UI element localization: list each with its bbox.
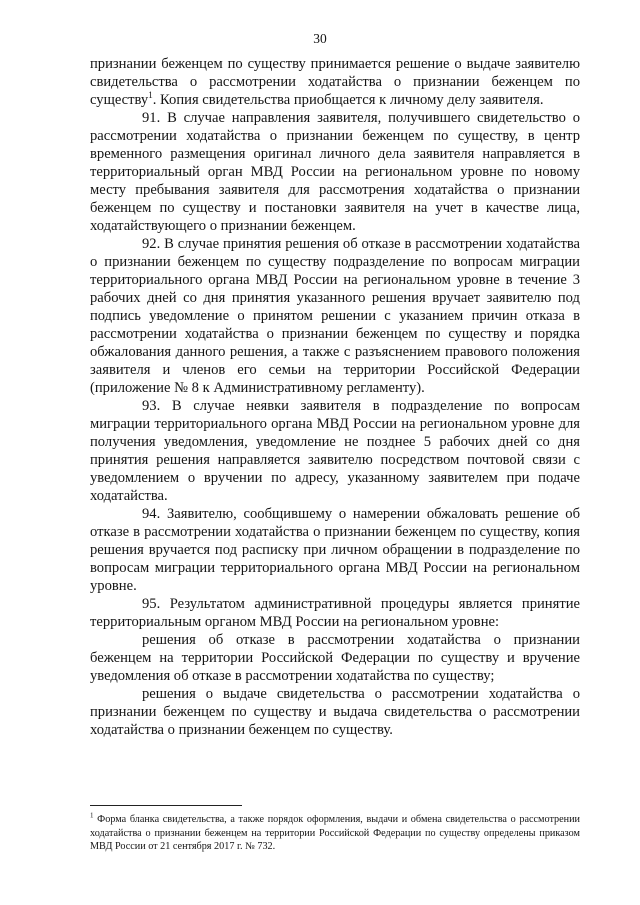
document-body [90,55,580,739]
paragraph-95: 95. Результатом административной процедуры является принятие территориальным органом МВД России на региональном уровне: [90,596,580,630]
footnote-text: Форма бланка свидетельства, а также порядок оформления, выдачи и обмена свидетельства о рассмотрении ходатайства о признании беженцем на территории Российской Федерации по существу определены приказом МВД России от 21 сентября 2017 г. № 732. [90,814,580,852]
footnote-separator [90,805,242,806]
paragraph-95-item-2: решения о выдаче свидетельства о рассмотрении ходатайства о признании беженцем по существу и выдача свидетельства о рассмотрении ходатайства о признании беженцем по существу. [90,686,580,738]
paragraph-91: 91. В случае направления заявителя, получившего свидетельство о рассмотрении ходатайства о признании беженцем по существу, в центр временного размещения оригинал личного дела заявителя направляется в территориальный орган МВД России на региональном уровне по новому месту пребывания заявителя для рассмотрения ходатайства о признании беженцем по существу и постановки заявителя на учет в качестве лица, ходатайствующего о признании беженцем. [90,110,580,234]
paragraph-text: признании беженцем по существу принимается решение о выдаче заявителю свидетельства о рассмотрении ходатайства о признании беженцем по существу [90,56,580,108]
footnote-reference: 1 [148,90,153,101]
footnote [90,813,580,854]
paragraph-continuation [90,55,580,109]
paragraph-text: . Копия свидетельства приобщается к личному делу заявителя. [152,92,544,108]
page-number: 30 [313,31,327,46]
paragraph-94: 94. Заявителю, сообщившему о намерении обжаловать решение об отказе в рассмотрении ходатайства о признании беженцем по существу, копия решения вручается под расписку при личном обращении в подразделение по вопросам миграции территориального органа МВД России на региональном уровне. [90,506,580,594]
paragraph-93: 93. В случае неявки заявителя в подразделение по вопросам миграции территориального органа МВД России на региональном уровне для получения уведомления, уведомление не позднее 5 рабочих дней со дня принятия решения направляется заявителю посредством почтовой связи с уведомлением о вручении по адресу, указанному заявителем при подаче ходатайства. [90,398,580,504]
footnote-marker: 1 [90,811,94,820]
paragraph-92: 92. В случае принятия решения об отказе в рассмотрении ходатайства о признании беженцем по существу подразделение по вопросам миграции территориального органа МВД России на региональном уровне в течение 3 рабочих дней со дня принятия указанного решения вручает заявителю под подпись уведомление о принятом решении с указанием причин отказа в рассмотрении ходатайства о признании беженцем по существу и порядка обжалования данного решения, а также с разъяснением правового положения заявителя и членов его семьи на территории Российской Федерации (приложение № 8 к Административному регламенту). [90,236,580,396]
paragraph-95-item-1: решения об отказе в рассмотрении ходатайства о признании беженцем на территории Российской Федерации по существу и вручение уведомления об отказе в рассмотрении ходатайства по существу; [90,632,580,684]
